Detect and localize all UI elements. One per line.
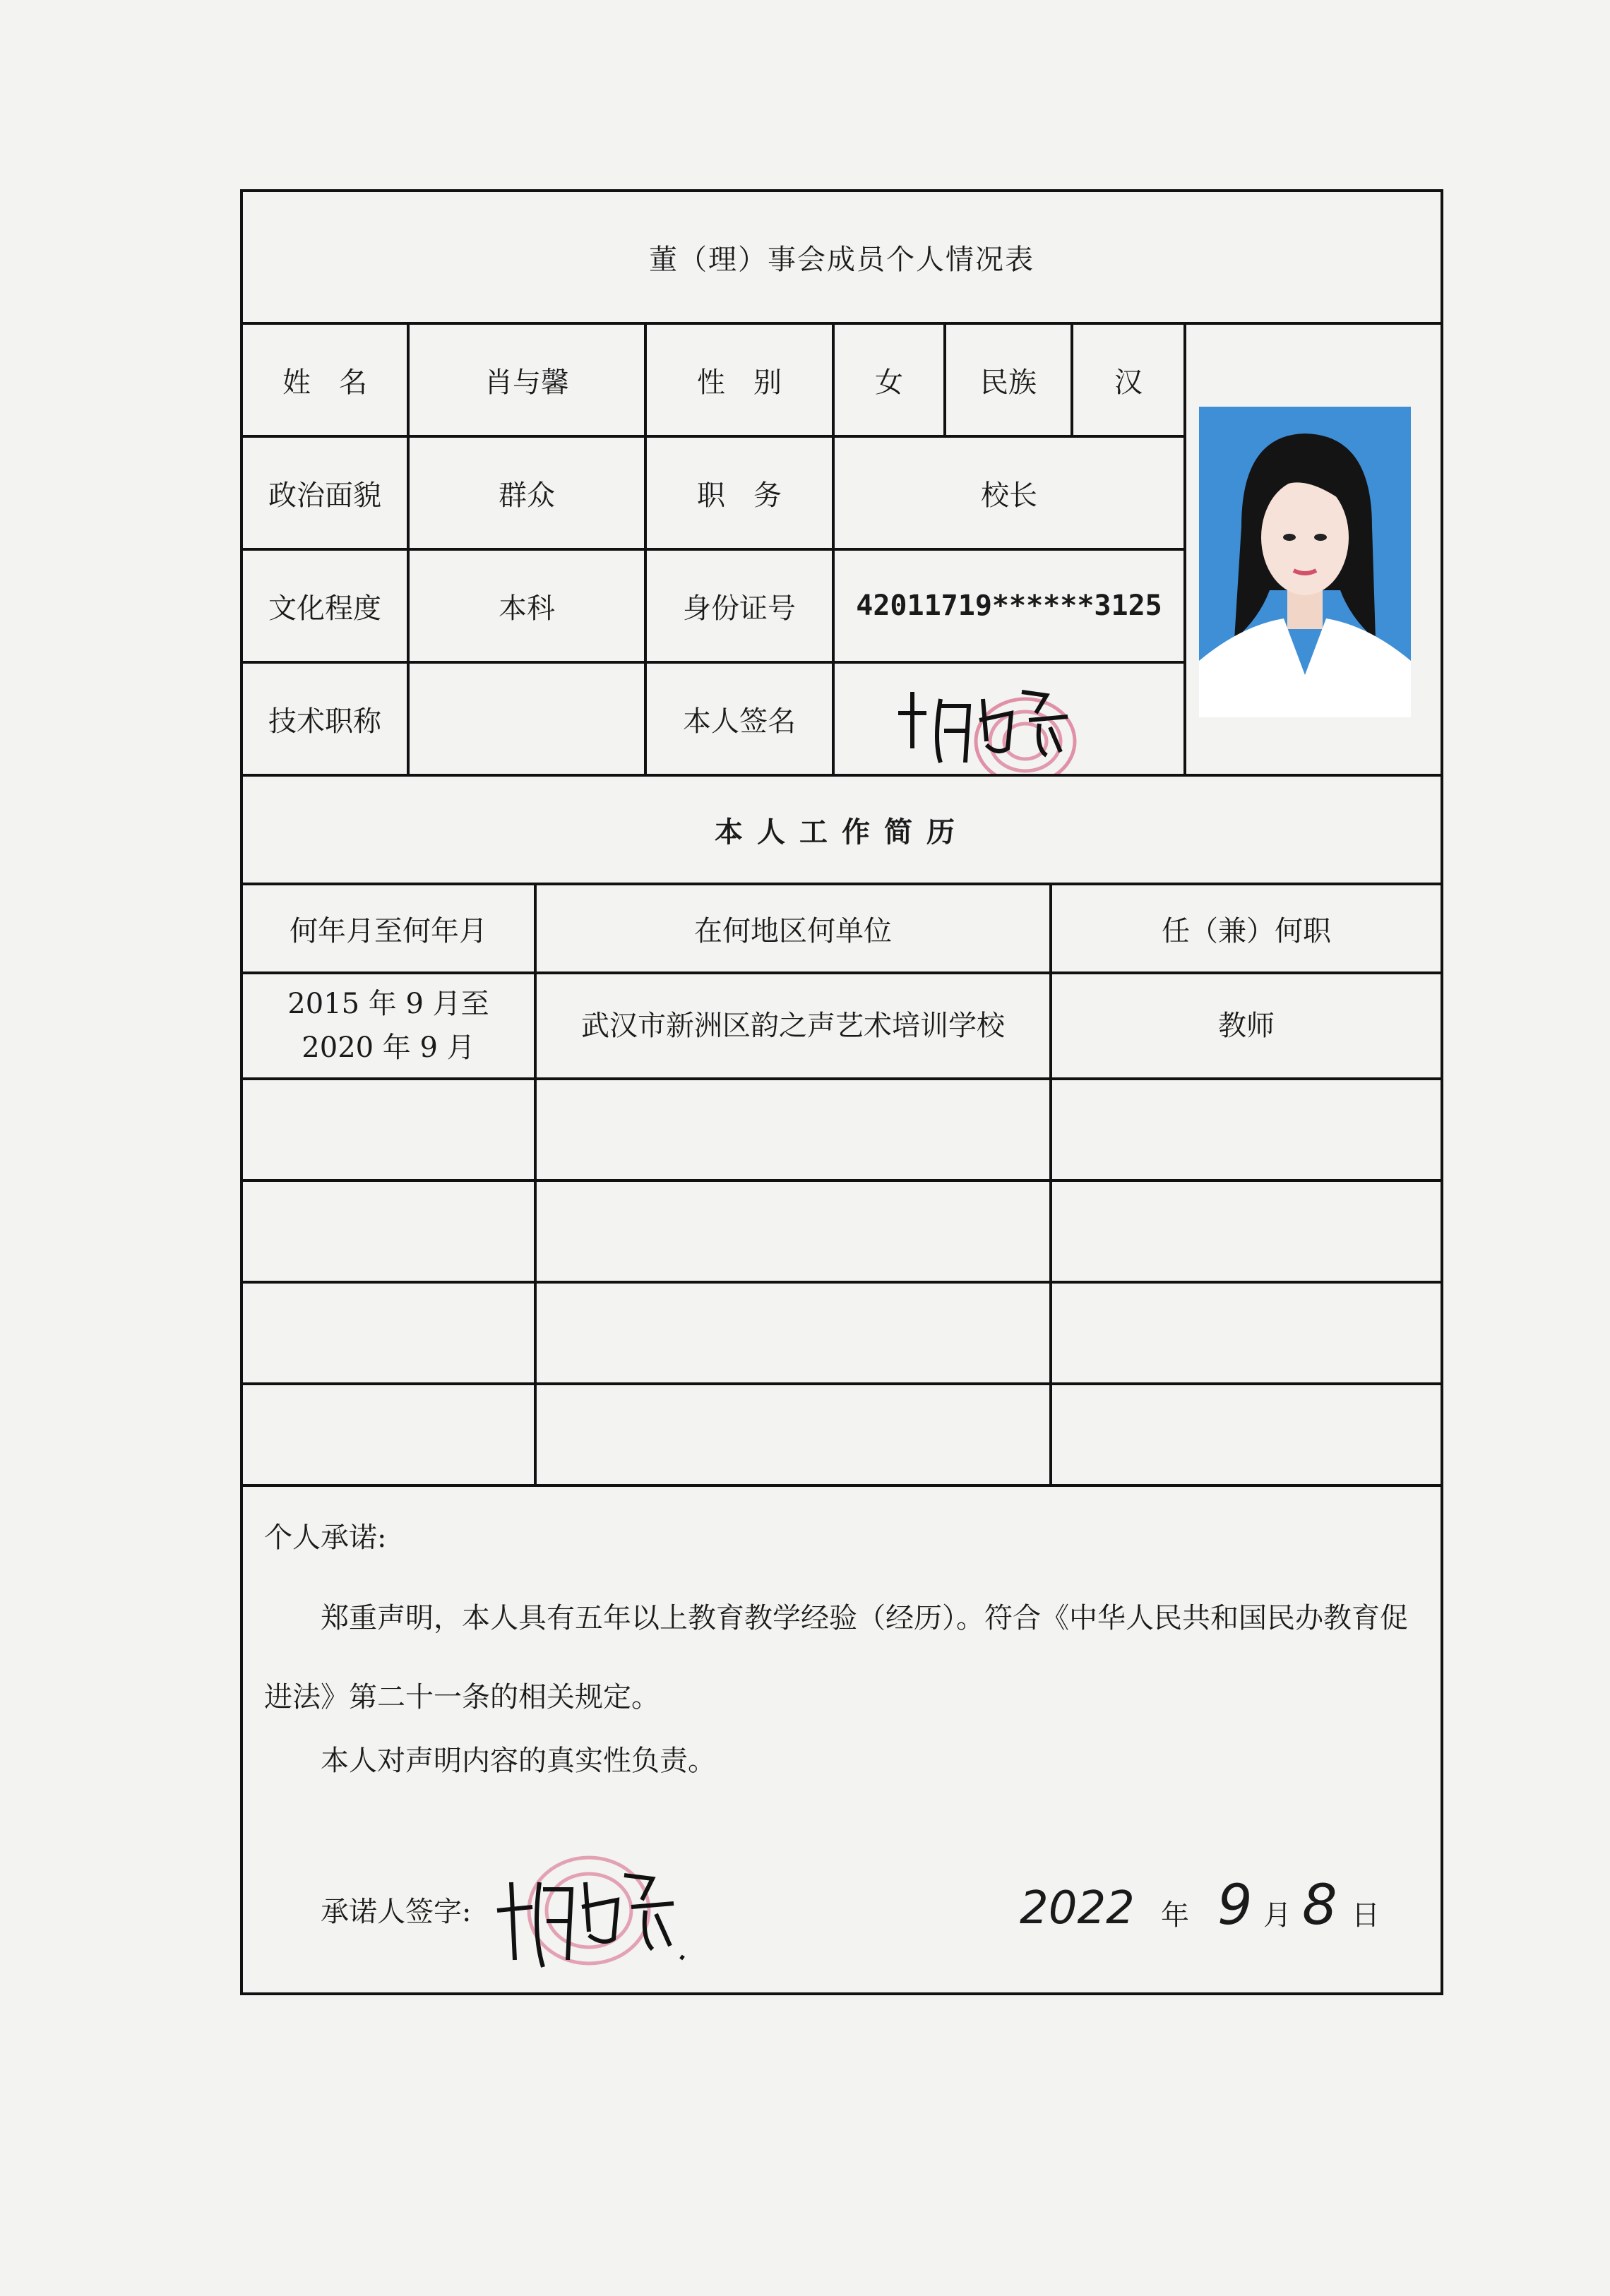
value-ethnicity: 汉: [1072, 323, 1185, 436]
pledge-paragraph-1: 郑重声明，本人具有五年以上教育教学经验（经历）。符合《中华人民共和国民办教育促进法》第二十一条的相关规定。: [264, 1602, 1408, 1714]
date-day: 8: [1302, 1874, 1337, 1937]
label-id-number: 身份证号: [645, 549, 833, 662]
value-tech-title: [408, 662, 645, 775]
label-name: 姓 名: [242, 323, 408, 436]
table-row: [242, 1079, 1442, 1180]
table-row: [242, 973, 1442, 1079]
month-unit: 月: [1263, 1899, 1292, 1932]
pledge-section: [242, 1485, 1442, 1994]
value-position: 校长: [833, 436, 1185, 549]
signer-signature: [483, 1840, 695, 1981]
date-year: 2022: [1020, 1882, 1135, 1935]
signer-label: 承诺人签字:: [321, 1896, 472, 1928]
label-political: 政治面貌: [242, 436, 408, 549]
personal-info-table: [240, 189, 1443, 777]
value-education: 本科: [408, 549, 645, 662]
value-gender: 女: [833, 323, 945, 436]
pledge-paragraph-2: 本人对声明内容的真实性负责。: [321, 1745, 716, 1777]
label-gender: 性 别: [645, 323, 833, 436]
id-photo: [1199, 407, 1411, 717]
table-row: [242, 1180, 1442, 1282]
label-education: 文化程度: [242, 549, 408, 662]
header-unit: 在何地区何单位: [535, 884, 1051, 973]
table-row: [242, 1384, 1442, 1485]
photo-cell: [1185, 323, 1442, 775]
header-role: 任（兼）何职: [1051, 884, 1442, 973]
fingerprint: [976, 699, 1075, 774]
role-cell: 教师: [1051, 973, 1442, 1079]
value-political: 群众: [408, 436, 645, 549]
work-history-title: 本人工作简历: [242, 775, 1442, 884]
pledge-title: 个人承诺:: [264, 1521, 387, 1554]
header-period: 何年月至何年月: [242, 884, 535, 973]
year-unit: 年: [1161, 1899, 1189, 1932]
value-name: 肖与馨: [408, 323, 645, 436]
period-cell: [242, 973, 535, 1079]
form-title: 董（理）事会成员个人情况表: [242, 191, 1442, 323]
unit-cell: 武汉市新洲区韵之声艺术培训学校: [535, 973, 1051, 1079]
period-end: 2020 年 9 月: [302, 1032, 475, 1064]
form-sheet: [240, 189, 1441, 2025]
table-row: [242, 1282, 1442, 1384]
period-start: 2015 年 9 月至: [287, 988, 489, 1020]
date-month: 9: [1217, 1874, 1253, 1937]
signature-cell: [833, 662, 1185, 775]
label-tech-title: 技术职称: [242, 662, 408, 775]
value-id-number: 42011719******3125: [833, 549, 1185, 662]
label-ethnicity: 民族: [945, 323, 1072, 436]
label-signature: 本人签名: [645, 662, 833, 775]
work-history-table: [240, 774, 1443, 1995]
handwritten-signature: [835, 664, 1185, 774]
label-position: 职 务: [645, 436, 833, 549]
day-unit: 日: [1352, 1899, 1380, 1932]
